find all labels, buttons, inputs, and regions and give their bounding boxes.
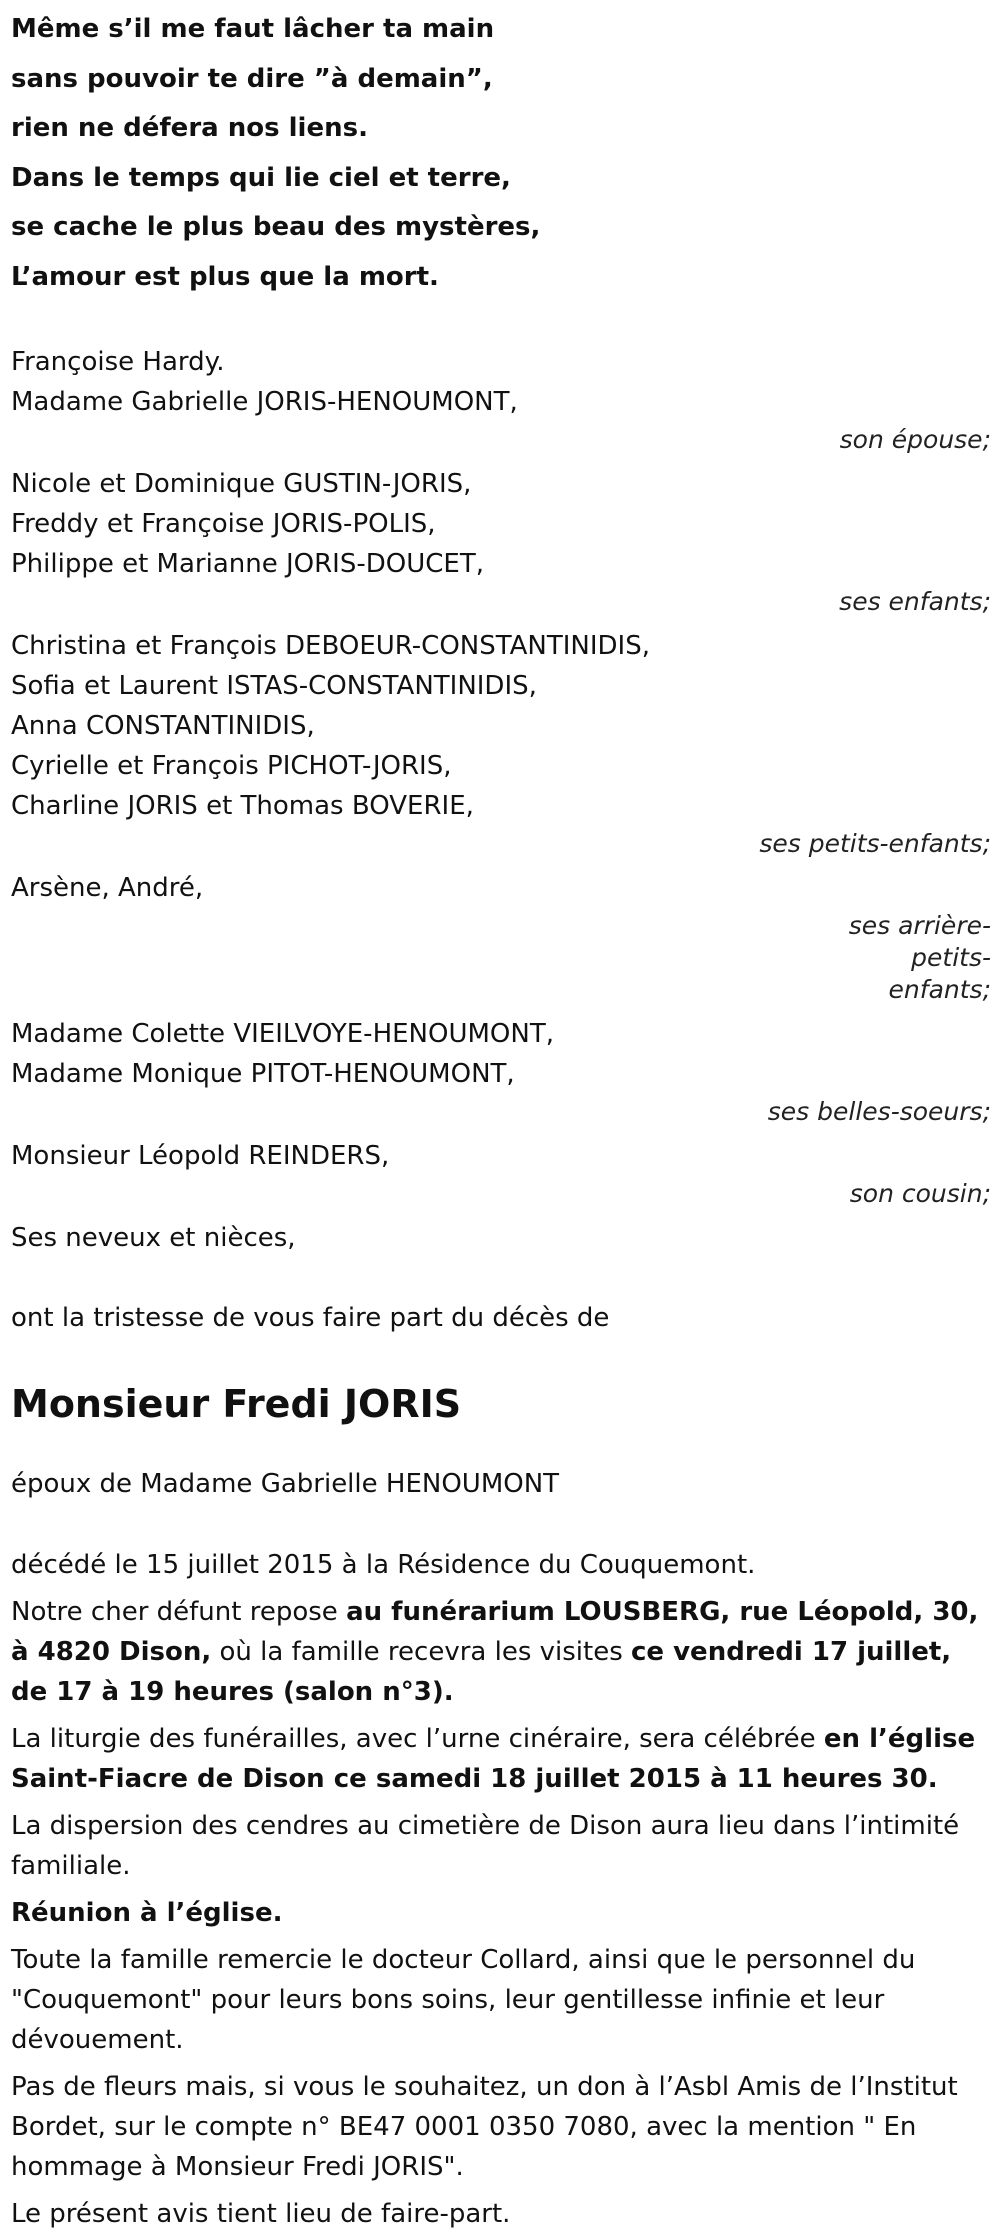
family-name: Philippe et Marianne JORIS-DOUCET, [11, 549, 484, 579]
poem-line: rien ne défera nos liens. [11, 113, 368, 143]
deceased-spouse: époux de Madame Gabrielle HENOUMONT [11, 1469, 560, 1499]
repose-text: où la famille recevra les visites [211, 1637, 632, 1667]
family-group-grandchildren [11, 626, 991, 860]
family-group-children [11, 464, 991, 618]
family-name: Monsieur Léopold REINDERS, [11, 1141, 390, 1171]
obituary-content [11, 0, 991, 2234]
poem-line: Même s’il me faut lâcher ta main [11, 14, 495, 44]
family-group-great-grandchildren [11, 868, 991, 1006]
closing-paragraph: Le présent avis tient lieu de faire-part. [11, 2199, 511, 2229]
family-relation: son cousin; [849, 1179, 991, 1208]
funeral-home-address: au funérarium LOUSBERG, rue Léopold, 30, à 4820 Dison, [11, 1597, 979, 1667]
family-name: Charline JORIS et Thomas BOVERIE, [11, 791, 474, 821]
thanks-paragraph: Toute la famille remercie le docteur Collard, ainsi que le personnel du "Couquemont" pour leurs bons soins, leur gentillesse infinie et leur dévouement. [11, 1945, 916, 2055]
reunion-paragraph [11, 1893, 991, 1933]
death-notice: décédé le 15 juillet 2015 à la Résidence du Couquemont. [11, 1550, 756, 1580]
poem-line: Dans le temps qui lie ciel et terre, [11, 162, 511, 193]
family-name: Arsène, André, [11, 873, 204, 903]
deceased-name: Monsieur Fredi JORIS [11, 1382, 462, 1426]
repose-paragraph [11, 1592, 991, 1712]
family-relation-line: ses arrière-petits- [848, 911, 991, 972]
family-group-cousin [11, 1136, 991, 1210]
dispersion-paragraph: La dispersion des cendres au cimetière de Dison aura lieu dans l’intimité familiale. [11, 1811, 960, 1881]
flowers-paragraph: Pas de fleurs mais, si vous le souhaitez, un don à l’Asbl Amis de l’Institut Bordet, sur le compte n° BE47 0001 0350 7080, avec la mention " En hommage à Monsieur Fredi JORIS". [11, 2072, 958, 2182]
reunion-text: Réunion à l’église. [11, 1898, 283, 1928]
family-name: Christina et François DEBOEUR-CONSTANTINIDIS, [11, 631, 650, 661]
poem-line: se cache le plus beau des mystères, [11, 212, 541, 242]
family-name: Freddy et Françoise JORIS-POLIS, [11, 509, 436, 539]
family-name: Madame Gabrielle JORIS-HENOUMONT, [11, 387, 518, 417]
family-relation: ses enfants; [839, 587, 991, 616]
announcement-line: ont la tristesse de vous faire part du décès de [11, 1303, 610, 1333]
ceremony-details: en l’église Saint-Fiacre de Dison ce samedi 18 juillet 2015 à 11 heures 30. [11, 1724, 976, 1794]
poem-attribution: Françoise Hardy. [11, 347, 225, 377]
nephews-line: Ses neveux et nièces, [11, 1223, 296, 1253]
liturgy-text: La liturgie des funérailles, avec l’urne cinéraire, sera célébrée [11, 1724, 824, 1754]
family-relation: son épouse; [839, 425, 991, 454]
poem-line: L’amour est plus que la mort. [11, 261, 439, 292]
family-relation-line: enfants; [888, 975, 991, 1004]
family-name: Anna CONSTANTINIDIS, [11, 711, 315, 741]
family-relation [771, 910, 991, 1006]
family-group-sisters-in-law [11, 1014, 991, 1128]
family-name: Madame Monique PITOT-HENOUMONT, [11, 1059, 515, 1089]
family-name: Cyrielle et François PICHOT-JORIS, [11, 751, 452, 781]
repose-text: Notre cher défunt repose [11, 1597, 347, 1627]
family-name: Nicole et Dominique GUSTIN-JORIS, [11, 469, 472, 499]
family-name: Madame Colette VIEILVOYE-HENOUMONT, [11, 1019, 554, 1049]
liturgy-paragraph [11, 1719, 991, 1799]
poem [11, 0, 991, 302]
poem-line: sans pouvoir te dire ”à demain”, [11, 63, 493, 94]
visiting-hours: ce vendredi 17 juillet, de 17 à 19 heures (salon n°3). [11, 1637, 952, 1707]
family-relation: ses petits-enfants; [759, 829, 991, 858]
family-relation: ses belles-soeurs; [767, 1097, 991, 1126]
family-group-spouse [11, 382, 991, 456]
family-name: Sofia et Laurent ISTAS-CONSTANTINIDIS, [11, 671, 537, 701]
